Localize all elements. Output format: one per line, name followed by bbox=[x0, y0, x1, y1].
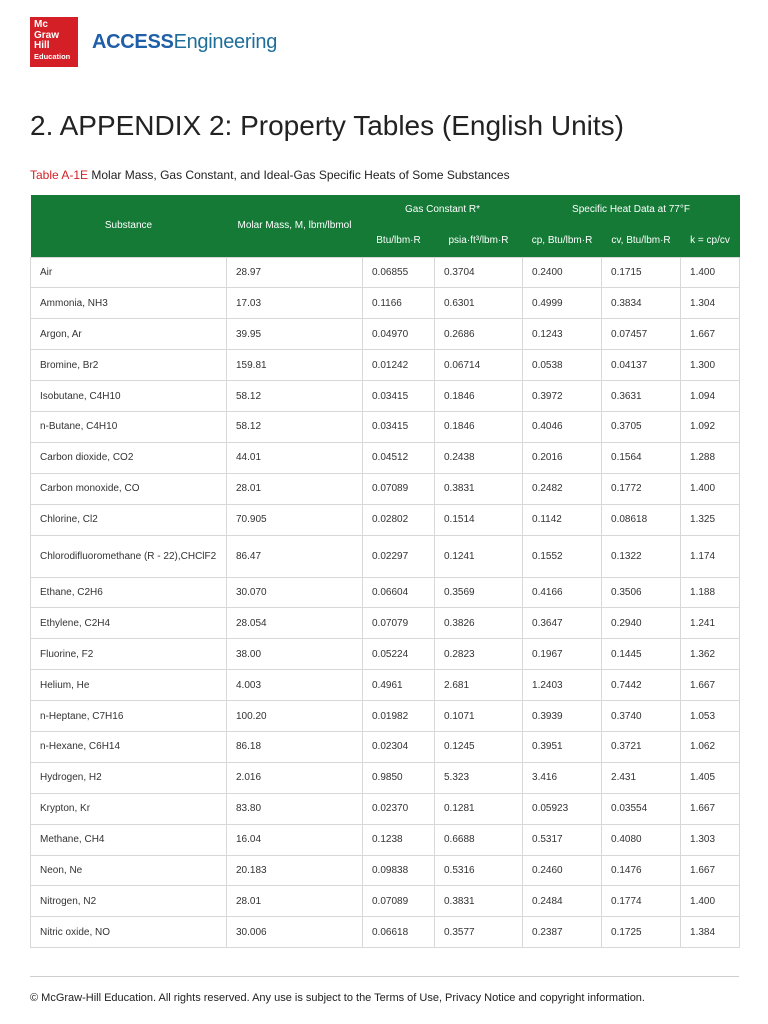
cell-molar-mass: 30.006 bbox=[227, 917, 363, 948]
cell-cp: 0.4166 bbox=[523, 577, 602, 608]
cell-k: 1.188 bbox=[681, 577, 740, 608]
cell-k: 1.400 bbox=[681, 257, 740, 288]
cell-r-btu: 0.03415 bbox=[363, 381, 435, 412]
cell-cp: 0.3939 bbox=[523, 701, 602, 732]
cell-k: 1.288 bbox=[681, 442, 740, 473]
cell-r-btu: 0.07089 bbox=[363, 886, 435, 917]
cell-cv: 0.4080 bbox=[602, 824, 681, 855]
table-row bbox=[31, 608, 740, 639]
cell-k: 1.405 bbox=[681, 762, 740, 793]
cell-substance: Bromine, Br2 bbox=[31, 350, 227, 381]
cell-molar-mass: 30.070 bbox=[227, 577, 363, 608]
cell-cp: 0.3647 bbox=[523, 608, 602, 639]
cell-r-btu: 0.04512 bbox=[363, 442, 435, 473]
cell-cp: 0.2482 bbox=[523, 473, 602, 504]
cell-molar-mass: 39.95 bbox=[227, 319, 363, 350]
cell-k: 1.062 bbox=[681, 731, 740, 762]
cell-k: 1.384 bbox=[681, 917, 740, 948]
cell-cv: 0.1322 bbox=[602, 535, 681, 577]
table-row bbox=[31, 504, 740, 535]
cell-cv: 0.1725 bbox=[602, 917, 681, 948]
cell-substance: n-Butane, C4H10 bbox=[31, 411, 227, 442]
table-row bbox=[31, 731, 740, 762]
header-cp: cp, Btu/lbm·R bbox=[523, 225, 602, 257]
cell-cp: 0.1552 bbox=[523, 535, 602, 577]
cell-substance: Air bbox=[31, 257, 227, 288]
cell-k: 1.241 bbox=[681, 608, 740, 639]
table-row bbox=[31, 350, 740, 381]
cell-r-psia: 0.2823 bbox=[435, 639, 523, 670]
cell-substance: Ethylene, C2H4 bbox=[31, 608, 227, 639]
cell-molar-mass: 70.905 bbox=[227, 504, 363, 535]
property-table bbox=[30, 195, 740, 948]
cell-r-psia: 0.1514 bbox=[435, 504, 523, 535]
table-row bbox=[31, 577, 740, 608]
cell-substance: Chlorine, Cl2 bbox=[31, 504, 227, 535]
cell-r-btu: 0.4961 bbox=[363, 670, 435, 701]
table-row bbox=[31, 535, 740, 577]
table-row bbox=[31, 670, 740, 701]
cell-cv: 0.1445 bbox=[602, 639, 681, 670]
cell-k: 1.667 bbox=[681, 670, 740, 701]
cell-substance: Carbon monoxide, CO bbox=[31, 473, 227, 504]
cell-r-btu: 0.04970 bbox=[363, 319, 435, 350]
cell-substance: Carbon dioxide, CO2 bbox=[31, 442, 227, 473]
cell-molar-mass: 58.12 bbox=[227, 411, 363, 442]
header-cv: cv, Btu/lbm·R bbox=[602, 225, 681, 257]
cell-molar-mass: 100.20 bbox=[227, 701, 363, 732]
cell-r-psia: 2.681 bbox=[435, 670, 523, 701]
cell-r-btu: 0.02297 bbox=[363, 535, 435, 577]
cell-r-psia: 0.3826 bbox=[435, 608, 523, 639]
table-row bbox=[31, 639, 740, 670]
cell-cv: 0.3705 bbox=[602, 411, 681, 442]
cell-molar-mass: 20.183 bbox=[227, 855, 363, 886]
cell-r-psia: 0.3831 bbox=[435, 886, 523, 917]
cell-substance: Chlorodifluoromethane (R - 22),CHClF2 bbox=[31, 535, 227, 577]
cell-k: 1.304 bbox=[681, 288, 740, 319]
table-row bbox=[31, 288, 740, 319]
cell-cp: 0.05923 bbox=[523, 793, 602, 824]
cell-cv: 0.3631 bbox=[602, 381, 681, 412]
cell-molar-mass: 58.12 bbox=[227, 381, 363, 412]
cell-molar-mass: 28.97 bbox=[227, 257, 363, 288]
cell-substance: Krypton, Kr bbox=[31, 793, 227, 824]
cell-molar-mass: 86.18 bbox=[227, 731, 363, 762]
cell-molar-mass: 28.01 bbox=[227, 473, 363, 504]
table-row bbox=[31, 381, 740, 412]
cell-r-btu: 0.09838 bbox=[363, 855, 435, 886]
header-r2: psia·ft³/lbm·R bbox=[435, 225, 523, 257]
logo-line-1: Mc bbox=[34, 19, 48, 30]
cell-r-btu: 0.06604 bbox=[363, 577, 435, 608]
cell-r-psia: 0.6688 bbox=[435, 824, 523, 855]
table-row bbox=[31, 701, 740, 732]
cell-cp: 0.4046 bbox=[523, 411, 602, 442]
cell-cv: 2.431 bbox=[602, 762, 681, 793]
cell-substance: n-Heptane, C7H16 bbox=[31, 701, 227, 732]
table-body bbox=[31, 257, 740, 948]
logo-line-2: Graw bbox=[34, 29, 60, 41]
cell-k: 1.174 bbox=[681, 535, 740, 577]
cell-substance: Isobutane, C4H10 bbox=[31, 381, 227, 412]
cell-molar-mass: 2.016 bbox=[227, 762, 363, 793]
cell-cp: 3.416 bbox=[523, 762, 602, 793]
cell-cp: 0.2016 bbox=[523, 442, 602, 473]
cell-cv: 0.3506 bbox=[602, 577, 681, 608]
cell-cp: 0.1142 bbox=[523, 504, 602, 535]
cell-molar-mass: 86.47 bbox=[227, 535, 363, 577]
cell-r-psia: 0.2686 bbox=[435, 319, 523, 350]
cell-cp: 0.1243 bbox=[523, 319, 602, 350]
cell-r-psia: 0.1846 bbox=[435, 411, 523, 442]
cell-cv: 0.3721 bbox=[602, 731, 681, 762]
cell-r-btu: 0.06618 bbox=[363, 917, 435, 948]
cell-cv: 0.1715 bbox=[602, 257, 681, 288]
cell-cv: 0.1772 bbox=[602, 473, 681, 504]
cell-cp: 0.3972 bbox=[523, 381, 602, 412]
copyright-footer: © McGraw-Hill Education. All rights reserved. Any use is subject to the Terms of Use, Privacy Notice and copyright information. bbox=[30, 992, 645, 1004]
cell-cp: 0.2387 bbox=[523, 917, 602, 948]
cell-substance: Ammonia, NH3 bbox=[31, 288, 227, 319]
cell-r-psia: 0.1241 bbox=[435, 535, 523, 577]
cell-k: 1.667 bbox=[681, 793, 740, 824]
cell-cp: 0.0538 bbox=[523, 350, 602, 381]
table-row bbox=[31, 855, 740, 886]
cell-cv: 0.3740 bbox=[602, 701, 681, 732]
cell-r-btu: 0.01242 bbox=[363, 350, 435, 381]
cell-cp: 0.2460 bbox=[523, 855, 602, 886]
cell-k: 1.303 bbox=[681, 824, 740, 855]
cell-r-psia: 0.06714 bbox=[435, 350, 523, 381]
cell-cp: 0.5317 bbox=[523, 824, 602, 855]
cell-r-btu: 0.07079 bbox=[363, 608, 435, 639]
cell-cp: 0.1967 bbox=[523, 639, 602, 670]
cell-substance: Hydrogen, H2 bbox=[31, 762, 227, 793]
table-row bbox=[31, 473, 740, 504]
cell-r-psia: 0.1245 bbox=[435, 731, 523, 762]
cell-cv: 0.1476 bbox=[602, 855, 681, 886]
cell-r-btu: 0.02802 bbox=[363, 504, 435, 535]
table-row bbox=[31, 793, 740, 824]
cell-k: 1.092 bbox=[681, 411, 740, 442]
cell-cp: 0.2400 bbox=[523, 257, 602, 288]
cell-cv: 0.04137 bbox=[602, 350, 681, 381]
cell-k: 1.053 bbox=[681, 701, 740, 732]
header-molar-mass bbox=[227, 195, 363, 257]
cell-substance: Methane, CH4 bbox=[31, 824, 227, 855]
footer-divider bbox=[30, 976, 739, 977]
cell-cp: 0.2484 bbox=[523, 886, 602, 917]
table-label: Table A-1E bbox=[30, 168, 89, 182]
page-title: 2. APPENDIX 2: Property Tables (English Units) bbox=[30, 110, 624, 141]
cell-r-psia: 0.3577 bbox=[435, 917, 523, 948]
cell-r-btu: 0.02370 bbox=[363, 793, 435, 824]
cell-cp: 0.3951 bbox=[523, 731, 602, 762]
cell-k: 1.667 bbox=[681, 319, 740, 350]
logo-line-3: Hill bbox=[34, 40, 50, 51]
cell-cp: 1.2403 bbox=[523, 670, 602, 701]
cell-molar-mass: 38.00 bbox=[227, 639, 363, 670]
header-gas-constant: Gas Constant R* bbox=[363, 195, 523, 225]
cell-substance: Nitrogen, N2 bbox=[31, 886, 227, 917]
cell-substance: Neon, Ne bbox=[31, 855, 227, 886]
cell-k: 1.094 bbox=[681, 381, 740, 412]
table-row bbox=[31, 886, 740, 917]
cell-r-btu: 0.03415 bbox=[363, 411, 435, 442]
table-caption bbox=[30, 166, 510, 184]
cell-cv: 0.1564 bbox=[602, 442, 681, 473]
cell-substance: Nitric oxide, NO bbox=[31, 917, 227, 948]
cell-r-btu: 0.9850 bbox=[363, 762, 435, 793]
cell-r-psia: 0.1846 bbox=[435, 381, 523, 412]
cell-k: 1.300 bbox=[681, 350, 740, 381]
cell-cp: 0.4999 bbox=[523, 288, 602, 319]
cell-r-btu: 0.07089 bbox=[363, 473, 435, 504]
table-row bbox=[31, 917, 740, 948]
cell-molar-mass: 159.81 bbox=[227, 350, 363, 381]
cell-r-btu: 0.06855 bbox=[363, 257, 435, 288]
cell-r-psia: 0.6301 bbox=[435, 288, 523, 319]
cell-r-btu: 0.1166 bbox=[363, 288, 435, 319]
cell-molar-mass: 4.003 bbox=[227, 670, 363, 701]
cell-molar-mass: 28.054 bbox=[227, 608, 363, 639]
table-row bbox=[31, 824, 740, 855]
table-row bbox=[31, 319, 740, 350]
header-molar-mass-text: Molar Mass, M, lbm/lbmol bbox=[237, 219, 352, 231]
cell-r-psia: 0.5316 bbox=[435, 855, 523, 886]
cell-molar-mass: 44.01 bbox=[227, 442, 363, 473]
cell-r-psia: 0.3831 bbox=[435, 473, 523, 504]
cell-r-btu: 0.01982 bbox=[363, 701, 435, 732]
cell-r-psia: 0.3569 bbox=[435, 577, 523, 608]
cell-cv: 0.07457 bbox=[602, 319, 681, 350]
cell-r-btu: 0.02304 bbox=[363, 731, 435, 762]
cell-molar-mass: 17.03 bbox=[227, 288, 363, 319]
cell-cv: 0.1774 bbox=[602, 886, 681, 917]
cell-k: 1.400 bbox=[681, 473, 740, 504]
access-engineering-logo[interactable] bbox=[92, 30, 277, 54]
table-row bbox=[31, 411, 740, 442]
cell-r-btu: 0.05224 bbox=[363, 639, 435, 670]
logo-line-4: Education bbox=[34, 51, 71, 61]
cell-substance: Ethane, C2H6 bbox=[31, 577, 227, 608]
cell-molar-mass: 16.04 bbox=[227, 824, 363, 855]
cell-r-psia: 0.2438 bbox=[435, 442, 523, 473]
mcgraw-hill-logo[interactable] bbox=[30, 17, 78, 67]
header-r1: Btu/lbm·R bbox=[363, 225, 435, 257]
cell-substance: Argon, Ar bbox=[31, 319, 227, 350]
engineering-word: Engineering bbox=[173, 31, 278, 53]
header-substance: Substance bbox=[31, 195, 227, 257]
cell-r-btu: 0.1238 bbox=[363, 824, 435, 855]
access-word: ACCESS bbox=[92, 31, 174, 53]
cell-r-psia: 0.3704 bbox=[435, 257, 523, 288]
cell-k: 1.362 bbox=[681, 639, 740, 670]
cell-k: 1.400 bbox=[681, 886, 740, 917]
table-row bbox=[31, 442, 740, 473]
cell-k: 1.667 bbox=[681, 855, 740, 886]
cell-substance: n-Hexane, C6H14 bbox=[31, 731, 227, 762]
cell-r-psia: 0.1071 bbox=[435, 701, 523, 732]
header-k: k = cp/cv bbox=[681, 225, 740, 257]
cell-cv: 0.3834 bbox=[602, 288, 681, 319]
cell-cv: 0.7442 bbox=[602, 670, 681, 701]
cell-cv: 0.03554 bbox=[602, 793, 681, 824]
cell-molar-mass: 83.80 bbox=[227, 793, 363, 824]
cell-substance: Fluorine, F2 bbox=[31, 639, 227, 670]
table-row bbox=[31, 257, 740, 288]
cell-substance: Helium, He bbox=[31, 670, 227, 701]
cell-k: 1.325 bbox=[681, 504, 740, 535]
cell-r-psia: 5.323 bbox=[435, 762, 523, 793]
header-specific-heat: Specific Heat Data at 77°F bbox=[523, 195, 740, 225]
cell-cv: 0.08618 bbox=[602, 504, 681, 535]
table-row bbox=[31, 762, 740, 793]
cell-r-psia: 0.1281 bbox=[435, 793, 523, 824]
cell-molar-mass: 28.01 bbox=[227, 886, 363, 917]
cell-cv: 0.2940 bbox=[602, 608, 681, 639]
table-caption-text: Molar Mass, Gas Constant, and Ideal-Gas Specific Heats of Some Substances bbox=[91, 168, 510, 182]
